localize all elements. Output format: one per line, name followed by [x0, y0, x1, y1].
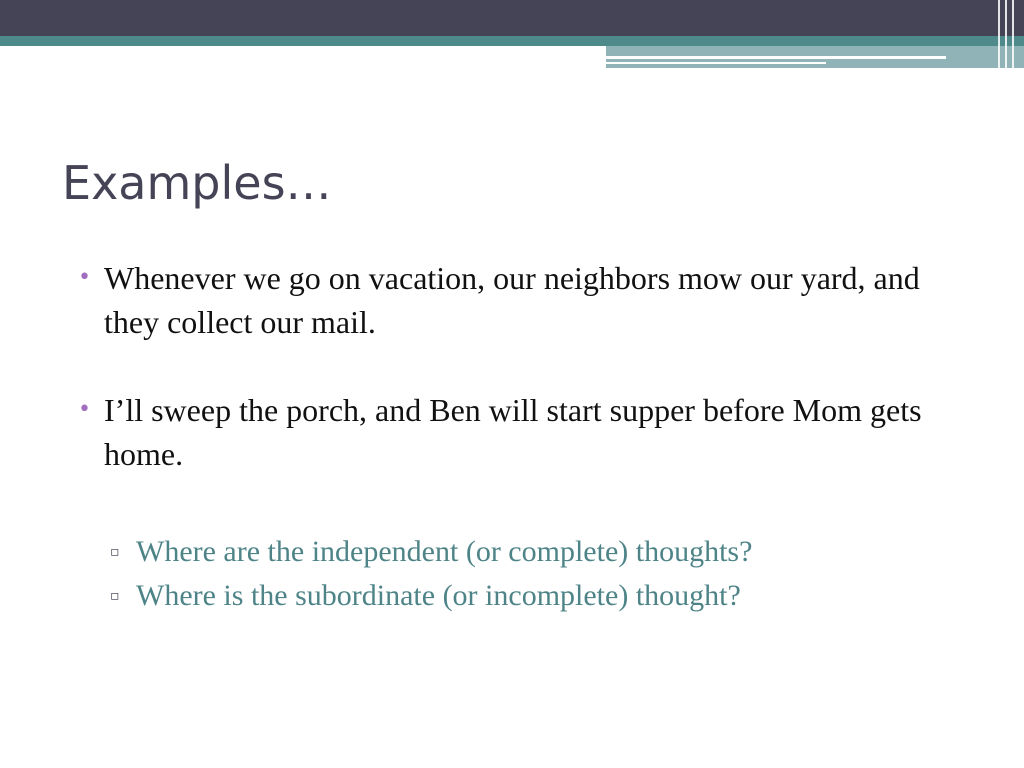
bullet-marker-icon: • [78, 265, 91, 290]
sub-bullet-item [110, 577, 910, 615]
header-accent-line [606, 56, 946, 59]
sub-bullet-text: Where is the subordinate (or incomplete) thought? [136, 579, 741, 612]
bullet-text: Whenever we go on vacation, our neighbors mow our yard, and they collect our mail. [104, 260, 920, 340]
header-teal-band [0, 36, 1024, 46]
bullet-item [78, 256, 978, 344]
bullet-text: I’ll sweep the porch, and Ben will start supper before Mom gets home. [104, 392, 922, 472]
header-dark-band [0, 0, 1024, 36]
bullet-item [78, 388, 978, 476]
square-bullet-icon: ▫ [110, 544, 120, 560]
bullet-marker-icon: • [78, 397, 91, 422]
slide-title: Examples… [62, 156, 332, 210]
bullet-list [78, 256, 978, 520]
square-bullet-icon: ▫ [110, 588, 120, 604]
header-corner-stripes [994, 0, 1024, 68]
sub-bullet-item [110, 533, 910, 571]
sub-bullet-text: Where are the independent (or complete) thoughts? [136, 535, 753, 568]
header-accent-line-short [606, 62, 826, 64]
sub-bullet-list [110, 533, 910, 621]
